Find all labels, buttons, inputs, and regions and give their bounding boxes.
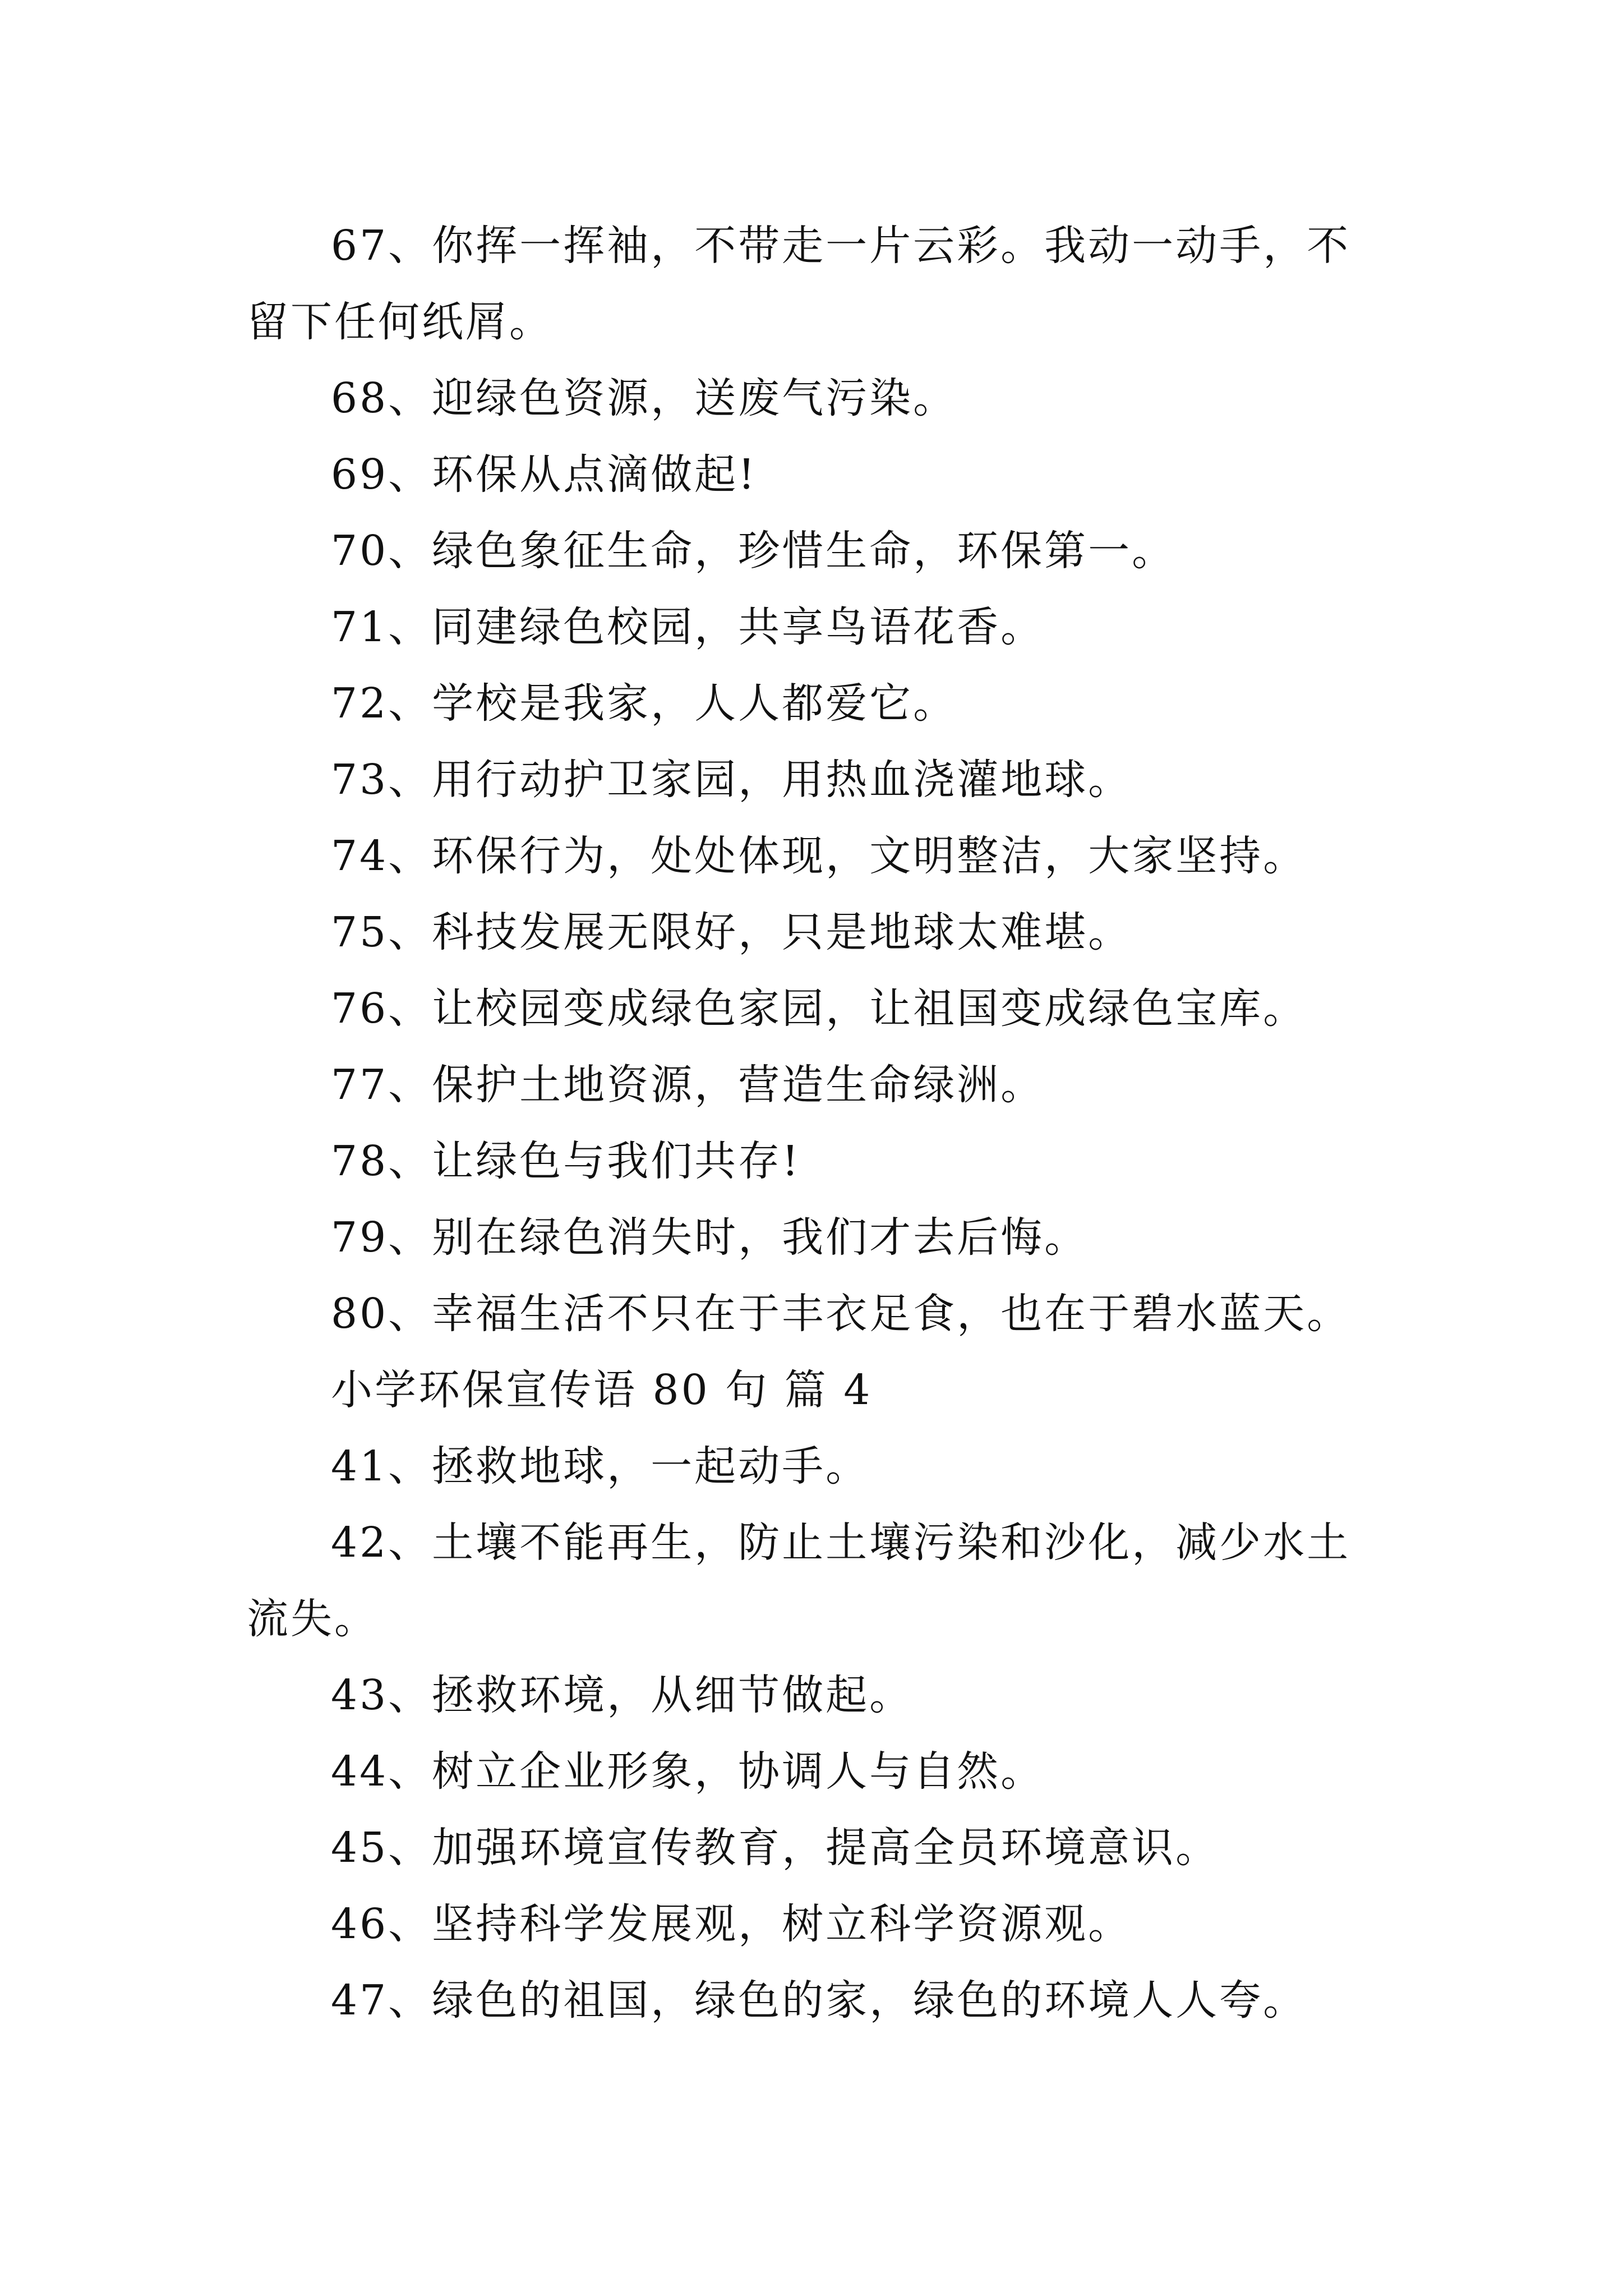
paragraph-77: 77、保护土地资源，营造生命绿洲。 (331, 1061, 1045, 1109)
paragraph-72: 72、学校是我家，人人都爱它。 (331, 679, 957, 728)
paragraph-42: 42、土壤不能再生，防止土壤污染和沙化，减少水土流失。 (247, 1519, 1351, 1643)
paragraph-79: 79、别在绿色消失时，我们才去后悔。 (331, 1213, 1089, 1262)
paragraph-41: 41、拯救地球，一起动手。 (331, 1442, 870, 1490)
paragraph-67: 67、你挥一挥袖，不带走一片云彩。我动一动手，不留下任何纸屑。 (247, 222, 1351, 346)
paragraph-70: 70、绿色象征生命，珍惜生命，环保第一。 (331, 527, 1176, 575)
paragraph-74: 74、环保行为，处处体现，文明整洁，大家坚持。 (331, 832, 1307, 880)
paragraph-73: 73、用行动护卫家园，用热血浇灌地球。 (331, 756, 1132, 804)
paragraph-47: 47、绿色的祖国，绿色的家，绿色的环境人人夸。 (331, 1976, 1307, 2024)
paragraph-43: 43、拯救环境，从细节做起。 (331, 1671, 914, 1719)
document-body (247, 208, 1391, 2039)
paragraph-75: 75、科技发展无限好，只是地球太难堪。 (331, 908, 1132, 956)
paragraph-69: 69、环保从点滴做起! (331, 450, 757, 499)
paragraph-71: 71、同建绿色校园，共享鸟语花香。 (331, 603, 1045, 651)
paragraph-68: 68、迎绿色资源，送废气污染。 (331, 374, 957, 422)
paragraph-44: 44、树立企业形象，协调人与自然。 (331, 1747, 1045, 1796)
paragraph-78: 78、让绿色与我们共存! (331, 1137, 801, 1185)
paragraph-80: 80、幸福生活不只在于丰衣足食，也在于碧水蓝天。 (331, 1290, 1351, 1338)
paragraph-76: 76、让校园变成绿色家园，让祖国变成绿色宝库。 (331, 984, 1307, 1033)
paragraph-45: 45、加强环境宣传教育，提高全员环境意识。 (331, 1824, 1220, 1872)
paragraph-46: 46、坚持科学发展观，树立科学资源观。 (331, 1900, 1132, 1948)
section-heading: 小学环保宣传语 80 句 篇 4 (331, 1366, 873, 1414)
